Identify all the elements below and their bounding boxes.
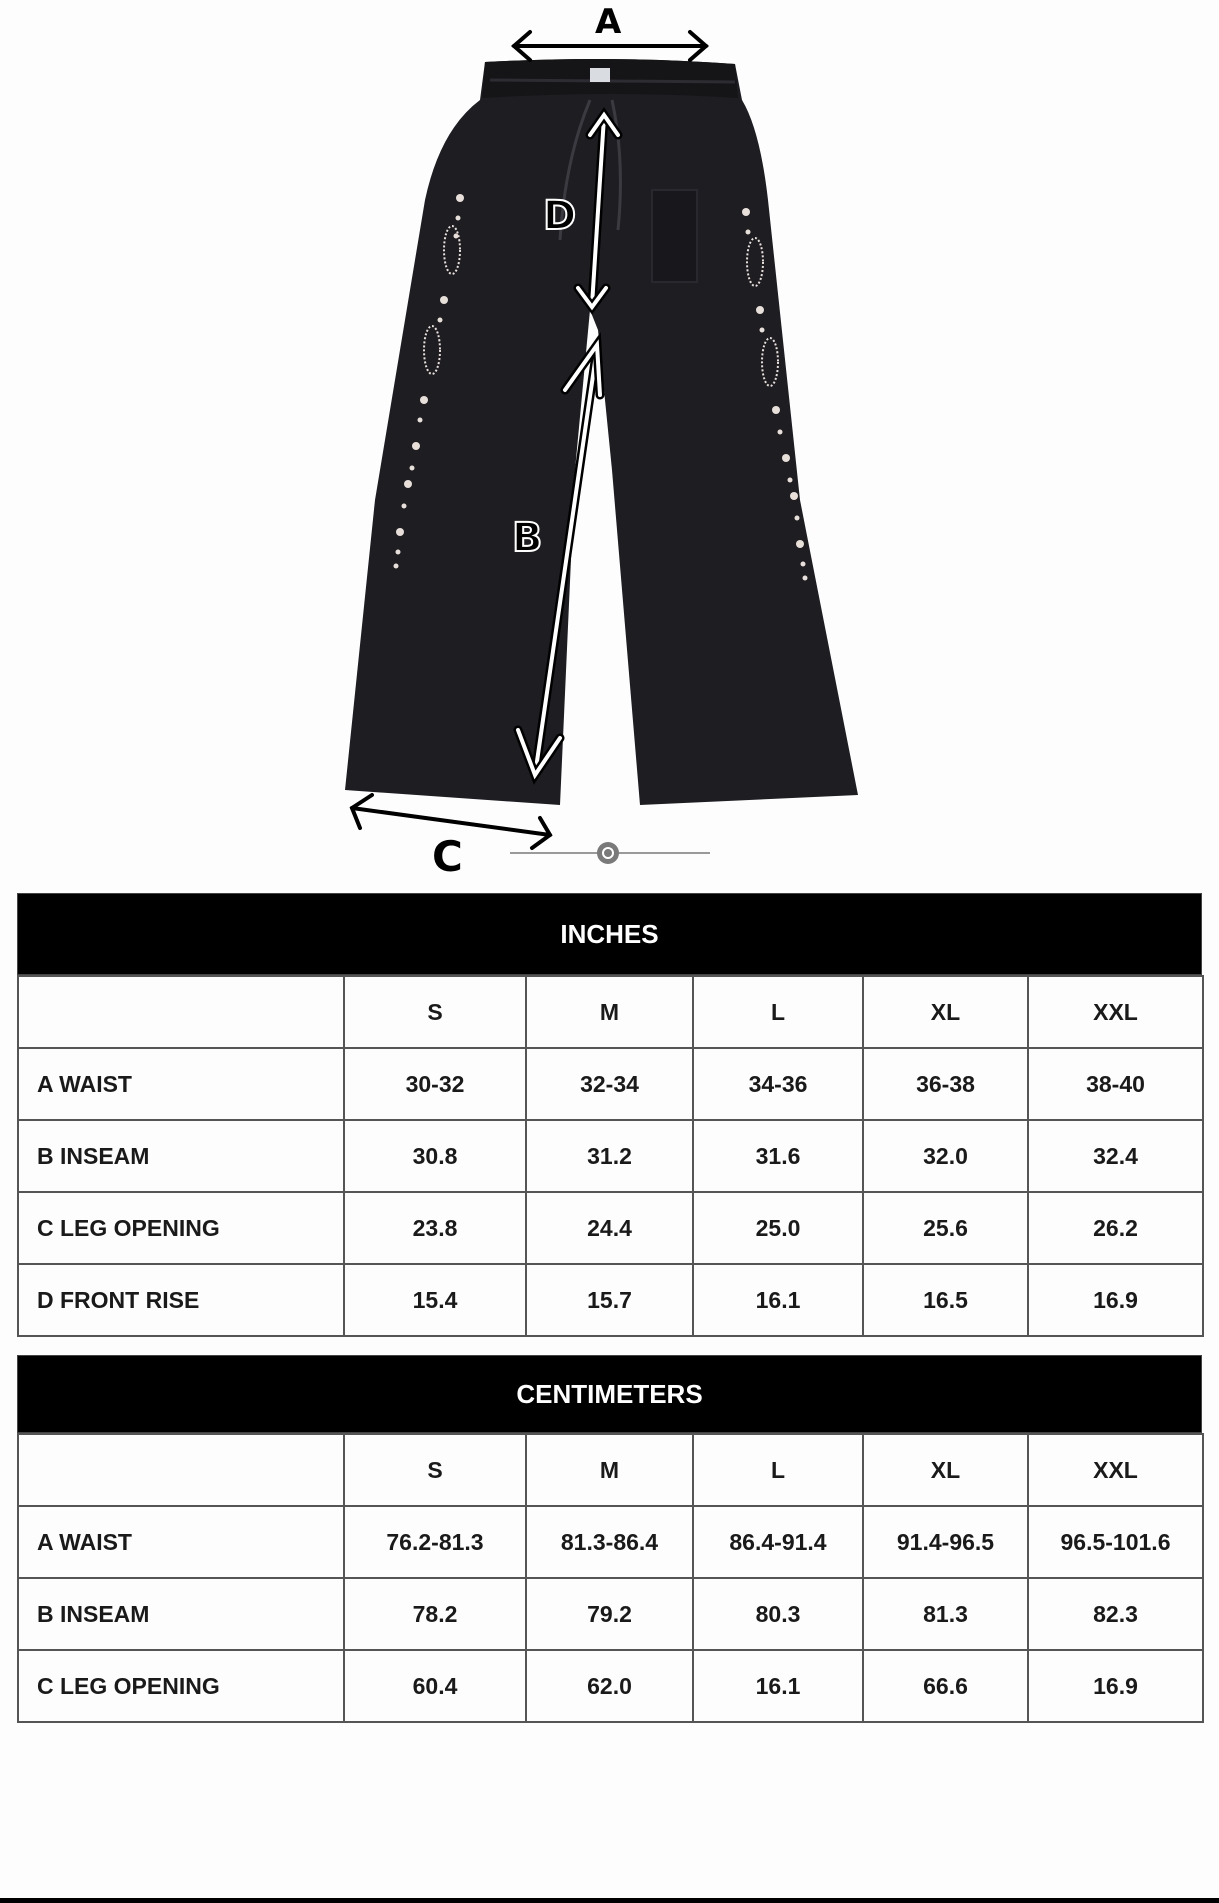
cell: 16.9 [1028,1650,1203,1722]
cell: 32-34 [526,1048,693,1120]
table-header-row [18,976,1203,1048]
embossed-logo [652,190,697,282]
cell: 38-40 [1028,1048,1203,1120]
pants-illustration [0,0,1219,880]
cell: 24.4 [526,1192,693,1264]
cell: 26.2 [1028,1192,1203,1264]
header-cell: XXL [1028,976,1203,1048]
row-label: B INSEAM [18,1578,344,1650]
label-tag [590,68,610,82]
row-label: B INSEAM [18,1120,344,1192]
label-d: D [543,193,577,239]
table-row [18,1650,1203,1722]
header-cell [18,1434,344,1506]
cell: 32.0 [863,1120,1028,1192]
header-cell: M [526,1434,693,1506]
table-row [18,1578,1203,1650]
cell: 91.4-96.5 [863,1506,1028,1578]
centimeters-table-title: CENTIMETERS [17,1355,1202,1433]
header-cell: S [344,976,526,1048]
cell: 62.0 [526,1650,693,1722]
cell: 34-36 [693,1048,863,1120]
cell: 16.1 [693,1264,863,1336]
cell: 30-32 [344,1048,526,1120]
header-cell: S [344,1434,526,1506]
image-slider-indicator[interactable] [510,842,710,864]
table-row [18,1506,1203,1578]
cell: 32.4 [1028,1120,1203,1192]
cell: 25.0 [693,1192,863,1264]
table-row [18,1048,1203,1120]
cell: 76.2-81.3 [344,1506,526,1578]
cell: 81.3 [863,1578,1028,1650]
header-cell: L [693,976,863,1048]
cell: 36-38 [863,1048,1028,1120]
table-row [18,1264,1203,1336]
cell: 80.3 [693,1578,863,1650]
cell: 16.1 [693,1650,863,1722]
header-cell [18,976,344,1048]
row-label: A WAIST [18,1506,344,1578]
table-header-row [18,1434,1203,1506]
header-cell: XL [863,1434,1028,1506]
label-a: A [595,2,622,42]
cell: 15.4 [344,1264,526,1336]
cell: 60.4 [344,1650,526,1722]
cell: 16.5 [863,1264,1028,1336]
cell: 78.2 [344,1578,526,1650]
garment-figure [0,0,1219,880]
cell: 30.8 [344,1120,526,1192]
cell: 86.4-91.4 [693,1506,863,1578]
cell: 31.6 [693,1120,863,1192]
cell: 23.8 [344,1192,526,1264]
cell: 81.3-86.4 [526,1506,693,1578]
header-cell: M [526,976,693,1048]
cell: 31.2 [526,1120,693,1192]
row-label: C LEG OPENING [18,1192,344,1264]
label-b: B [512,515,543,561]
cell: 66.6 [863,1650,1028,1722]
row-label: C LEG OPENING [18,1650,344,1722]
inches-table-grid [17,975,1204,1337]
cell: 15.7 [526,1264,693,1336]
row-label: D FRONT RISE [18,1264,344,1336]
label-c: C [432,832,463,881]
cell: 25.6 [863,1192,1028,1264]
cell: 16.9 [1028,1264,1203,1336]
cell: 96.5-101.6 [1028,1506,1203,1578]
row-label: A WAIST [18,1048,344,1120]
table-row [18,1120,1203,1192]
bottom-border [0,1898,1219,1903]
table-row [18,1192,1203,1264]
centimeters-table-grid [17,1433,1204,1723]
centimeters-size-table [17,1355,1202,1723]
header-cell: L [693,1434,863,1506]
inches-table-title: INCHES [17,893,1202,975]
cell: 79.2 [526,1578,693,1650]
cell: 82.3 [1028,1578,1203,1650]
header-cell: XL [863,976,1028,1048]
header-cell: XXL [1028,1434,1203,1506]
inches-size-table [17,893,1202,1337]
